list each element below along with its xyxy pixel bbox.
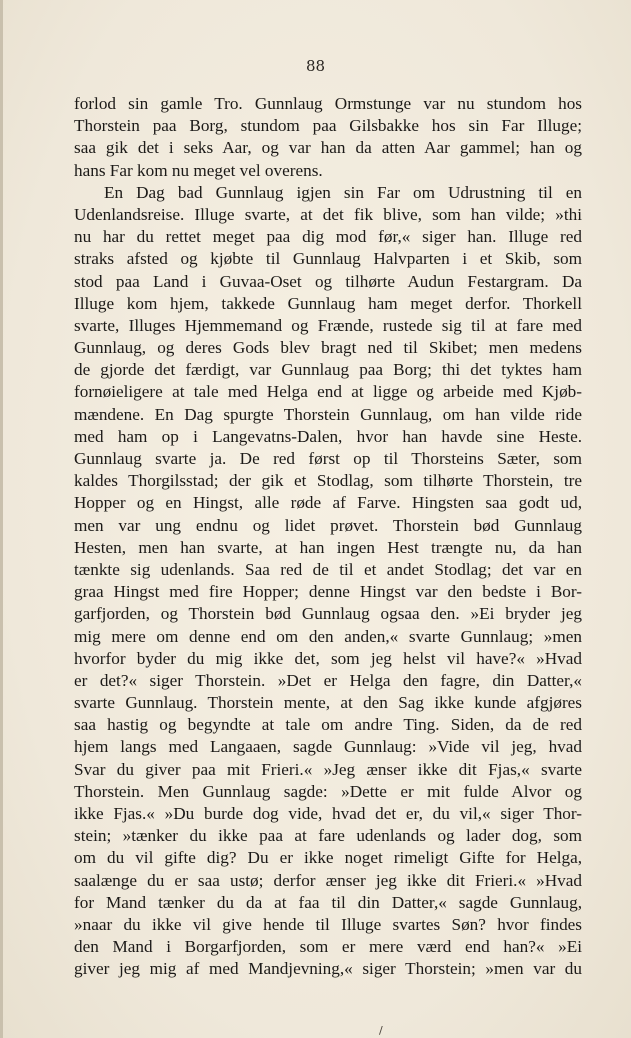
text-line: Gunnlaug, og deres Gods blev bragt ned til Skibet; men medens (74, 338, 582, 358)
text-line: stod paa Land i Guvaa-Oset og tilhørte Audun Festargram. Da (74, 271, 582, 291)
text-line: nu har du rettet meget paa dig mod før,« siger han. Illuge red (74, 227, 582, 247)
text-line: saa gik det i seks Aar, og var han da atten Aar gammel; han og (74, 138, 582, 158)
text-line: graa Hingst med fire Hopper; denne Hingst var den bedste i Bor- (74, 582, 582, 602)
text-line: Gunnlaug svarte ja. De red først op til Thorsteins Sæter, som (74, 449, 582, 468)
text-line: En Dag bad Gunnlaug igjen sin Far om Udrustning til en (104, 182, 582, 202)
text-line: svarte Gunnlaug. Thorstein mente, at den Sag ikke kunde afgjøres (74, 693, 582, 713)
text-line: Hesten, men han svarte, at han ingen Hest trængte nu, da han (74, 537, 582, 557)
text-line: for Mand tænker du da at faa til din Datter,« sagde Gunnlaug, (74, 892, 582, 912)
text-line: svarte, Illuges Hjemmemand og Frænde, rustede sig til at fare med (74, 315, 582, 335)
body-text (74, 93, 582, 981)
text-line: kaldes Thorgilsstad; der gik et Stodlag, som tilhørte Thorstein, tre (74, 471, 582, 491)
text-line: ikke Fjas.« »Du burde dog vide, hvad det er, du vil,« siger Thor- (74, 804, 582, 823)
text-line: giver jeg mig af med Mandjevning,« siger Thorstein; »men var du (74, 959, 582, 979)
printer-mark: / (379, 1024, 383, 1037)
text-line: saa hastig og begyndte at tale om andre Ting. Siden, da de red (74, 715, 582, 735)
text-line: hans Far kom nu meget vel overens. (74, 160, 323, 180)
text-line: Udenlandsreise. Illuge svarte, at det fik blive, som han vilde; »thi (74, 204, 582, 224)
text-line: om du vil gifte dig? Du er ikke noget rimeligt Gifte for Helga, (74, 848, 582, 868)
text-line: tænkte sig udenlands. Saa red de til et andet Stodlag; det var en (74, 559, 582, 579)
text-line: Svar du giver paa mit Frieri.« »Jeg ænser ikke dit Fjas,« svarte (74, 759, 582, 779)
text-line: garfjorden, og Thorstein bød Gunnlaug ogsaa den. »Ei bryder jeg (74, 604, 582, 624)
page-number: 88 (305, 57, 326, 75)
text-line: den Mand i Borgarfjorden, som er mere værd end han?« »Ei (74, 937, 582, 957)
text-line: mændene. En Dag spurgte Thorstein Gunnlaug, om han vilde ride (74, 404, 582, 424)
text-line: Hopper og en Hingst, alle røde af Farve. Hingsten saa godt ud, (74, 493, 582, 513)
text-line: fornøieligere at tale med Helga end at ligge og arbeide med Kjøb- (74, 382, 582, 402)
text-line: Thorstein. Men Gunnlaug sagde: »Dette er mit fulde Alvor og (74, 781, 582, 801)
text-line: med ham op i Langevatns-Dalen, hvor han havde sine Heste. (74, 426, 582, 446)
text-line: stein; »tænker du ikke paa at fare udenlands og lader dog, som (74, 826, 582, 846)
text-line: men var ung endnu og lidet prøvet. Thorstein bød Gunnlaug (74, 515, 582, 535)
text-line: de gjorde det færdigt, var Gunnlaug paa Borg; thi det tyktes ham (74, 360, 582, 380)
text-line: er det?« siger Thorstein. »Det er Helga den fagre, din Datter,« (74, 670, 582, 690)
text-line: hvorfor byder du mig ikke det, som jeg helst vil have?« »Hvad (74, 648, 582, 668)
text-line: »naar du ikke vil give hende til Illuge svartes Søn? hvor findes (74, 914, 582, 934)
text-line: hjem langs med Langaaen, sagde Gunnlaug: »Vide vil jeg, hvad (74, 737, 582, 757)
text-line: forlod sin gamle Tro. Gunnlaug Ormstunge var nu stundom hos (74, 94, 582, 113)
text-line: Thorstein paa Borg, stundom paa Gilsbakke hos sin Far Illuge; (74, 116, 582, 136)
text-line: mig mere om denne end om den anden,« svarte Gunnlaug; »men (74, 626, 582, 646)
text-line: Illuge kom hjem, takkede Gunnlaug ham meget derfor. Thorkell (74, 293, 582, 313)
text-line: saalænge du er saa ustø; derfor ænser jeg ikke dit Frieri.« »Hvad (74, 870, 582, 890)
text-line: straks afsted og kjøbte til Gunnlaug Halvparten i et Skib, som (74, 249, 582, 269)
page-edge (0, 0, 3, 1038)
